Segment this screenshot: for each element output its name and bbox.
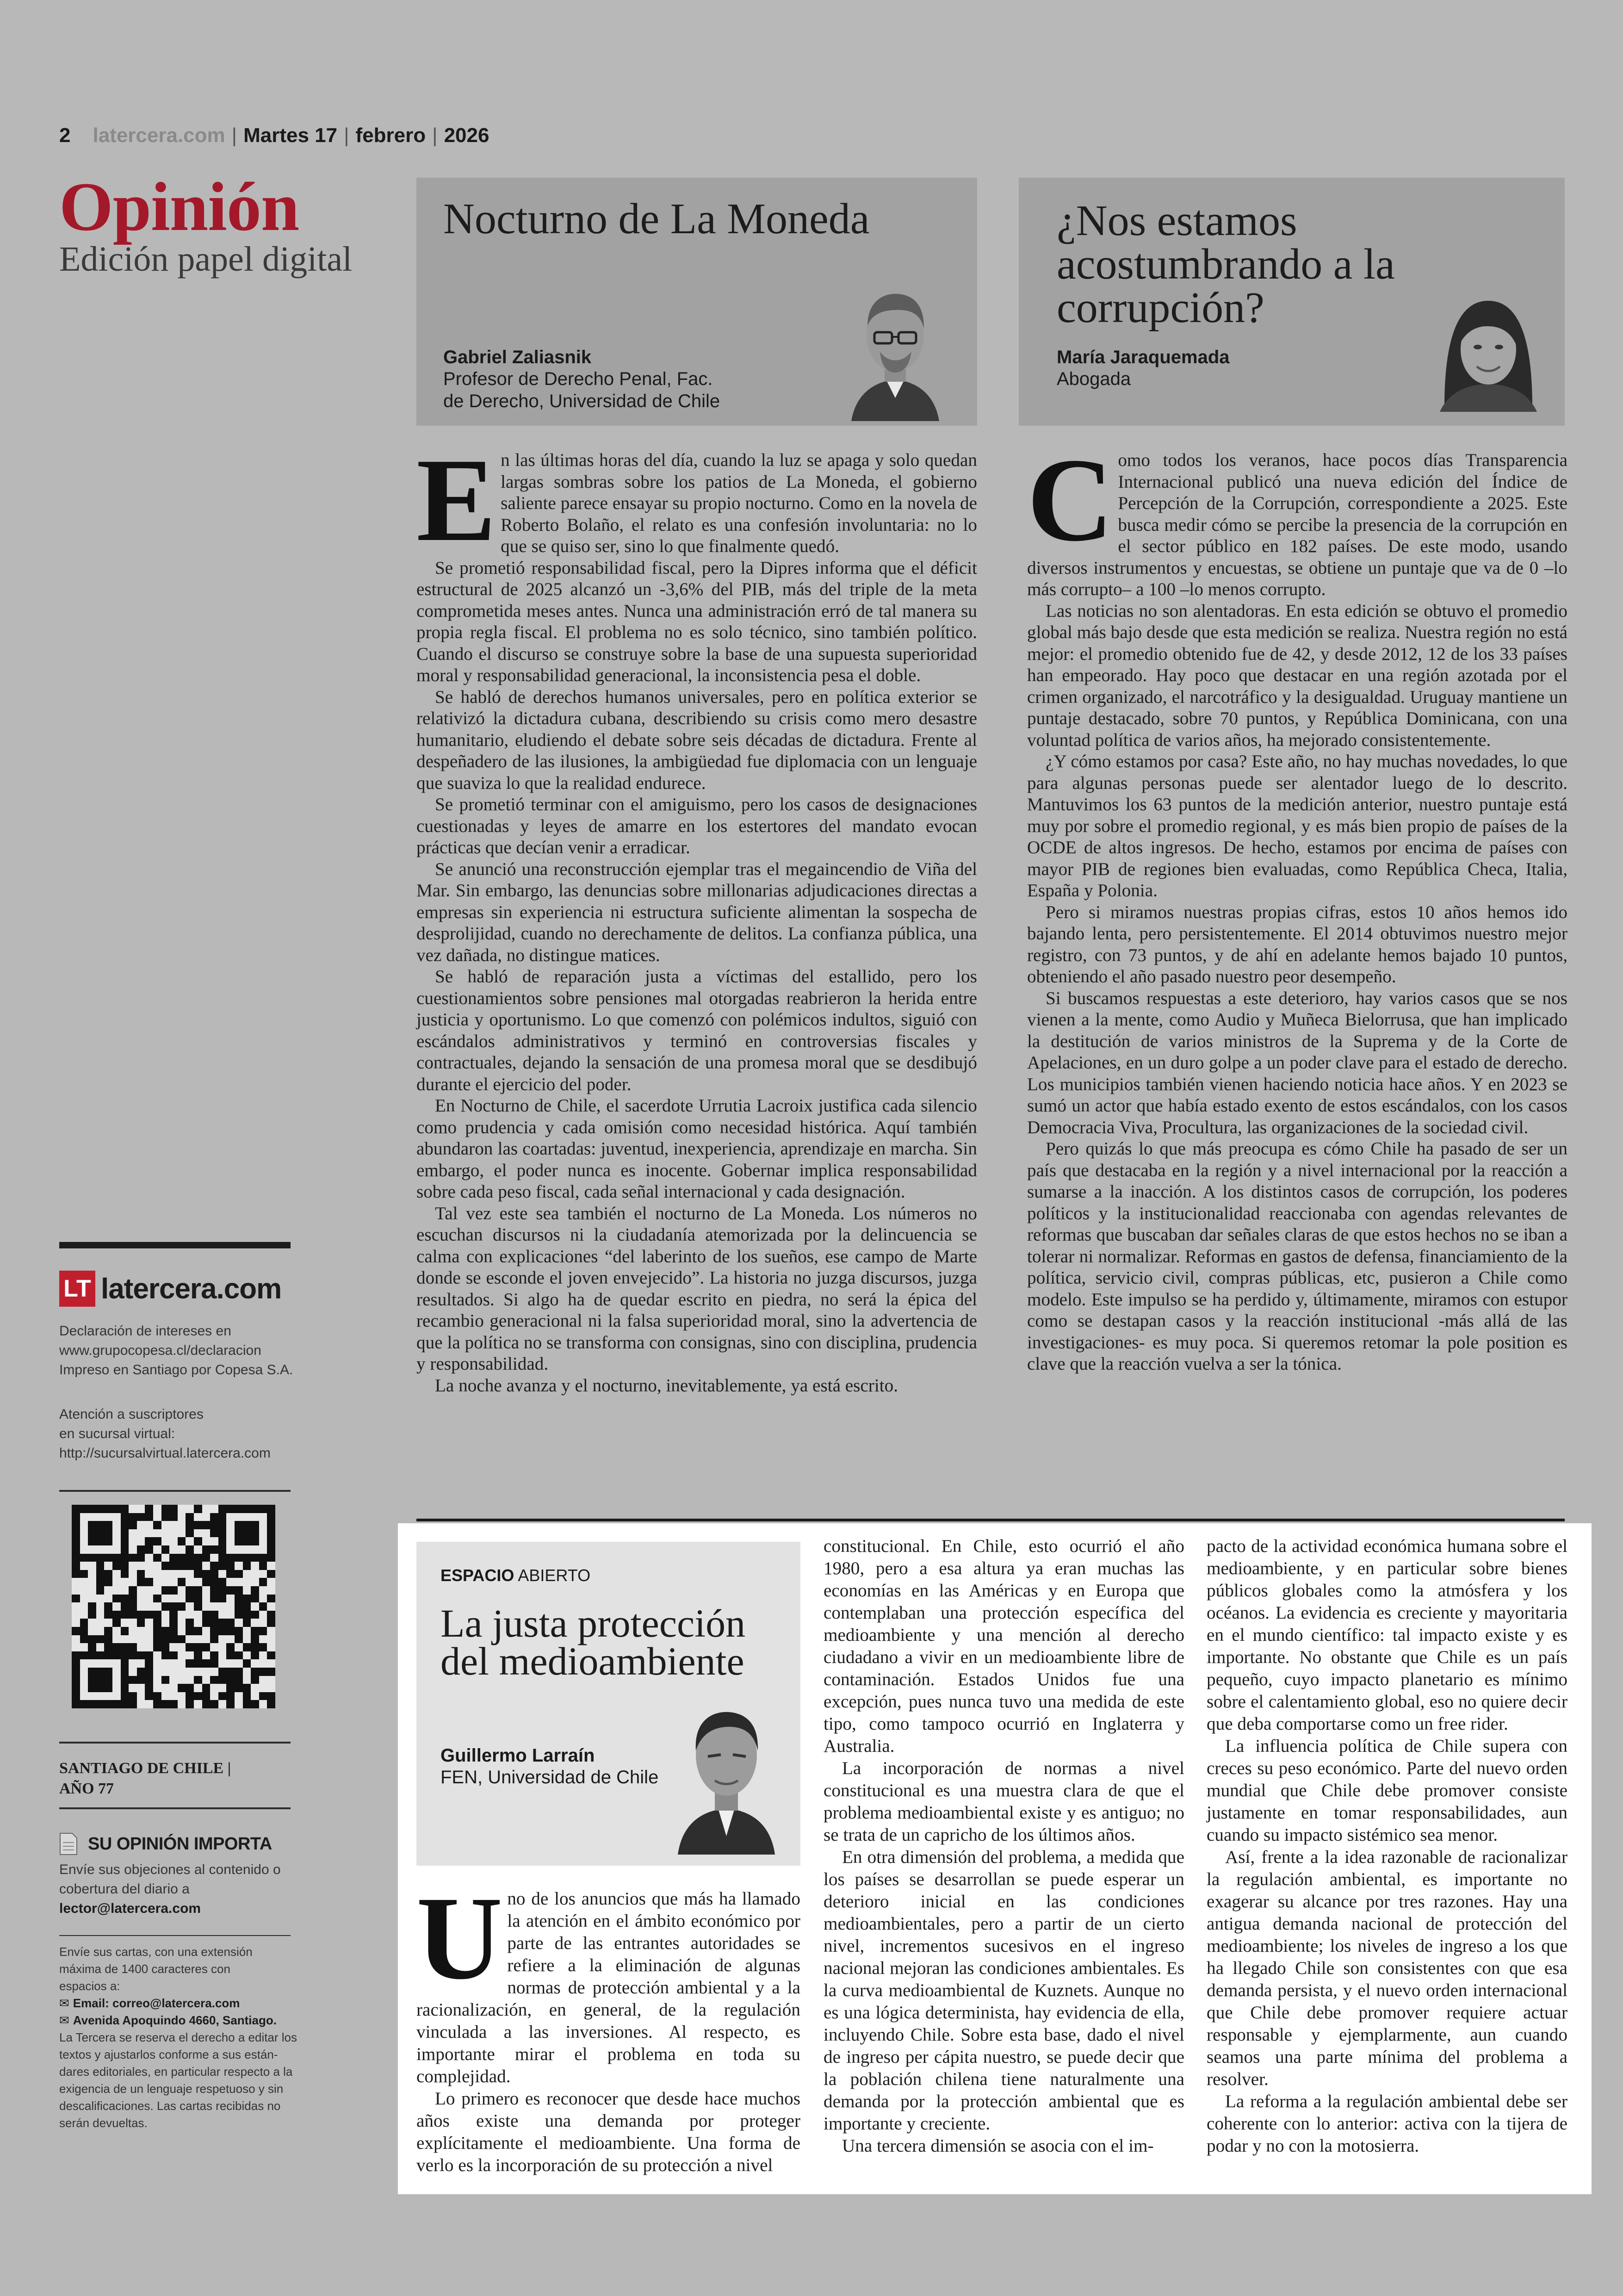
mailbox-icon: ✉ <box>59 2013 69 2027</box>
city-label: SANTIAGO DE CHILE | <box>59 1760 231 1777</box>
section-subtitle: Edición papel digital <box>59 240 353 279</box>
letters-block <box>59 1943 309 2132</box>
disclaimer-line: exigencia de un lenguaje respetuoso y sin <box>59 2082 284 2096</box>
article3-col2 <box>824 1535 1184 2157</box>
article3-author: Guillermo Larraín <box>440 1745 595 1766</box>
qr-grid <box>72 1505 275 1708</box>
article1-paragraph: Se habló de reparación justa a víctimas del estallido, pero los cuestionamientos sobre pensiones mal otorgadas reabrieron la herida entre justicia y oportunismo. Lo que comenzó con polémicos indultos, siguió con escándalos administrativos y terminó en controversias fiscales y contractuales, dejando la sensación de una promesa moral que se desdibujó durante el ejercicio del poder. <box>416 967 977 1094</box>
lt-logo-mark: LT <box>59 1271 95 1307</box>
sidebar-rule <box>59 1242 291 1248</box>
article1-paragraph: La noche avanza y el nocturno, inevitablemente, ya está escrito. <box>435 1375 898 1396</box>
article3-paragraph: Así, frente a la idea razonable de racionalizar la regulación ambiental, es importante no exagerar su alcance por tres razones. Hay una antigua demanda nacional de protección del medioambiente; los niveles de ingreso a los que ha llegado Chile son consistentes con que esa demanda persista, y el nuevo orden internacional que Chile debe promover requiere actuar responsable y ejemplarmente, aun cuando seamos una parte mínima del problema a resolver. <box>1207 1847 1567 2089</box>
article3-paragraph: pacto de la actividad económica humana sobre el medioambiente, y en particular sobre bienes públicos globales como la atmósfera y los océanos. La evidencia es creciente y mayoritaria en el mundo científico: tal impacto existe y es importante. No obstante que Chile es un país pequeño, cuyo impacto planetario es mínimo sobre el calentamiento global, eso no quiere decir que deba comportarse como un free rider. <box>1207 1536 1567 1734</box>
article3-header-card <box>416 1542 800 1866</box>
article2-paragraph: omo todos los veranos, hace pocos días Transparencia Internacional publicó una nueva edición del Índice de Percepción de la Corrupción, correspondiente a 2025. Este busca medir cómo se percibe la presencia de la corrupción en el sector público en 182 países. De este modo, usando diversos instrumentos y encuestas, se obtiene un puntaje que va de 0 –lo más corrupto– a 100 –lo menos corrupto. <box>1027 450 1567 599</box>
date-month: febrero <box>355 124 426 147</box>
sidebar-rule <box>59 1807 291 1809</box>
article1-body <box>416 434 977 1396</box>
article1-paragraph: Se anunció una reconstrucción ejemplar tras el megaincendio de Viña del Mar. Sin embargo, las denuncias sobre millonarias adjudicaciones directas a empresas sin experiencia ni estructura suficiente alimentan la sospecha de desprolijidad, cuando no derechamente de delitos. La confianza pública, una vez dañada, no distingue matices. <box>416 859 977 965</box>
email-line[interactable]: Email: correo@latercera.com <box>73 1996 240 2010</box>
article2-body <box>1027 434 1567 1375</box>
document-icon <box>59 1832 78 1855</box>
su-opinion-line: Envíe sus objeciones al contenido o <box>59 1862 281 1877</box>
subscriber-block <box>59 1405 318 1463</box>
article3-role: FEN, Universidad de Chile <box>440 1767 659 1787</box>
sidebar-rule <box>59 1490 291 1492</box>
year-label: AÑO 77 <box>59 1780 114 1797</box>
sidebar-rule <box>59 1935 291 1936</box>
article2-title-line: corrupción? <box>1057 284 1264 332</box>
article1-header-box <box>416 178 977 426</box>
letters-line: Envíe sus cartas, con una extensión <box>59 1945 253 1959</box>
sidebar-logo <box>59 1271 281 1307</box>
article1-author: Gabriel Zaliasnik <box>443 347 592 367</box>
subscriber-link[interactable]: http://sucursalvirtual.latercera.com <box>59 1446 271 1461</box>
article1-role-line: Profesor de Derecho Penal, Fac. <box>443 369 713 389</box>
article2-title-line: ¿Nos estamos <box>1057 197 1297 245</box>
author-photo-zaliasnik <box>847 282 944 421</box>
su-opinion-block <box>59 1832 318 1918</box>
separator: | <box>344 124 349 147</box>
article3-paragraph: La incorporación de normas a nivel constitucional es una muestra clara de que el problema medioambiental existe y es antiguo; no se trata de un capricho de los últimos años. <box>824 1758 1184 1845</box>
article2-paragraph: ¿Y cómo estamos por casa? Este año, no hay muchas novedades, lo que para algunas personas puede ser alentador luego de lo descrito. Mantuvimos los 63 puntos de la medición anterior, nuestro puntaje está muy por sobre el promedio regional, y es más bien propio de países de la OCDE de altos ingresos. De hecho, estamos por encima de países con mayor PIB de regiones bien evaluadas, como República Checa, Italia, España y Polonia. <box>1027 751 1567 900</box>
article1-paragraph: n las últimas horas del día, cuando la luz se apaga y solo quedan largas sombras sobre los patios de La Moneda, el gobierno saliente parece ensayar su propio nocturno. Como en la novela de Roberto Bolaño, el relato es una confesión involuntaria: no lo que se quiso ser, sino lo que finalmente quedó. <box>501 450 977 556</box>
site-name: latercera.com <box>93 124 225 147</box>
article2-author: María Jaraquemada <box>1057 347 1230 367</box>
article1-title: Nocturno de La Moneda <box>443 195 870 243</box>
separator: | <box>432 124 438 147</box>
qr-code[interactable] <box>72 1505 275 1708</box>
article2-title <box>1057 197 1395 332</box>
date-day: Martes 17 <box>243 124 338 147</box>
logo-text: latercera.com <box>101 1272 282 1305</box>
address-line: Avenida Apoquindo 4660, Santiago. <box>73 2013 277 2027</box>
su-opinion-email[interactable]: lector@latercera.com <box>59 1901 201 1916</box>
letters-line: máxima de 1400 caracteres con <box>59 1962 230 1976</box>
article1-paragraph: Se habló de derechos humanos universales, pero en política exterior se relativizó la dictadura cubana, describiendo su crisis como mero desastre humanitario, eludiendo el debate sobre seis décadas de dictadura. Frente al despeñadero de las ilusiones, la ambigüedad fue diplomacia con un lenguaje que suaviza lo que la realidad endurece. <box>416 687 977 793</box>
article2-paragraph: Las noticias no son alentadoras. En esta edición se obtuvo el promedio global más bajo desde que esta medición se realiza. Nuestra región no está mejor: el promedio obtenido fue de 42, y desde 2012, 12 de los 33 países han empeorado. Hay poco que destacar en una región azotada por el crimen organizado, el narcotráfico y la desigualdad. Uruguay mantiene un puntaje destacado, sobre 70 puntos, y República Dominicana, con una voluntad política de varios años, ha mejorado consistentemente. <box>1027 601 1567 750</box>
article3-dropcap: U <box>416 1872 503 2004</box>
separator: | <box>231 124 237 147</box>
article3-paragraph: En otra dimensión del problema, a medida que los países se desarrollan se puede esperar un deterioro inicial en las condiciones medioambientales, pero a partir de un cierto nivel, incrementos sucesivos en el ingreso nacional mejoran las condiciones ambientales. Es la curva medioambiental de Kuznets. Aunque no es una lógica determinista, hay evidencia de ella, incluyendo Chile. Sobre esta base, dado el nivel de ingreso per cápita nuestro, se puede decir que la población chilena tiene naturalmente una demanda por la protección ambiental que es importante y creciente. <box>824 1847 1184 2134</box>
article2-header-box <box>1019 178 1565 426</box>
subscriber-line: Atención a suscriptores <box>59 1407 204 1422</box>
article3-title <box>440 1601 746 1683</box>
kicker-rest: ABIERTO <box>518 1566 591 1585</box>
article3-paragraph: La reforma a la regulación ambiental debe ser coherente con lo anterior: activa con la tijera de podar y no con la motosierra. <box>1207 2091 1567 2156</box>
article1-dropcap: E <box>416 434 496 566</box>
author-photo-jaraquemada <box>1426 282 1551 412</box>
section-divider <box>416 1519 1565 1521</box>
article2-paragraph: Pero quizás lo que más preocupa es cómo Chile ha pasado de ser un país que destacaba en la región y a nivel internacional por la reacción a sumarse a la inacción. A los distintos casos de corrupción, los poderes políticos y la institucionalidad reaccionaba con agendas relevantes de reformas que buscaban dar señales claras de que estos hechos no se iban a tolerar ni normalizar. Reformas en gastos de defensa, financiamiento de la política, servicio civil, compras públicas, etc, pusieron a Chile como modelo. Este impulso se ha perdido y, últimamente, miramos con estupor como se destapan casos y la reacción institucional -más allá de las investigaciones- es muy poca. Si queremos retomar la pole position es clave que la reacción vuelva a ser la tónica. <box>1027 1139 1567 1374</box>
disclaimer-line: serán devueltas. <box>59 2116 148 2130</box>
article1-paragraph: Tal vez este sea también el nocturno de La Moneda. Los números no escuchan discursos ni la ciudadanía atemorizada por la delincuencia se calma con explicaciones “del laberinto de los sueños, ese campo de Marte donde se esconde el joven envejecido”. La historia no juzga discursos, juzga resultados. Si algo ha de quedar escrito en piedra, no será la épica del recambio generacional ni la falsa superioridad moral, sino la advertencia de que la política no se transforma con consignas, sino con disciplina, prudencia y responsabilidad. <box>416 1203 977 1374</box>
disclaimer-line: La Tercera se reserva el derecho a editar los <box>59 2030 297 2044</box>
city-block <box>59 1758 231 1799</box>
declaration-line: Impreso en Santiago por Copesa S.A. <box>59 1362 293 1378</box>
su-opinion-title: SU OPINIÓN IMPORTA <box>88 1834 272 1854</box>
article2-dropcap: C <box>1027 434 1114 566</box>
kicker-bold: ESPACIO <box>440 1566 514 1585</box>
article1-paragraph: Se prometió terminar con el amiguismo, pero los casos de designaciones cuestionadas y leyes de amarre en los estertores del mandato evocan prácticas que decían venir a erradicar. <box>416 794 977 857</box>
date-year: 2026 <box>444 124 489 147</box>
article2-paragraph: Pero si miramos nuestras propias cifras, estos 10 años hemos ido bajando lenta, pero persistentemente. El 2014 obtuvimos nuestro mejor registro, con 73 puntos, y de ahí en adelante hemos bajado 10 puntos, obteniendo el año pasado nuestro peor desempeño. <box>1027 902 1567 987</box>
page-folio <box>59 124 489 147</box>
disclaimer-line: descalificaciones. Las cartas recibidas no <box>59 2099 281 2113</box>
letters-line: espacios a: <box>59 1979 120 1993</box>
article3-paragraph: Lo primero es reconocer que desde hace muchos años existe una demanda por proteger explícitamente el medioambiente. Una forma de verlo es la incorporación de su protección a nivel <box>416 2089 800 2175</box>
article1-paragraph: Se prometió responsabilidad fiscal, pero la Dipres informa que el déficit estructural de 2025 alcanzó un -3,6% del PIB, más del triple de la meta comprometida meses antes. Nunca una administración erró de tal manera su propia regla fiscal. El problema no es solo técnico, sino también político. Cuando el discurso se construye sobre la base de una supuesta superioridad moral y responsabilidad generacional, la inconsistencia pesa el doble. <box>416 558 977 685</box>
article3-paragraph: Una tercera dimensión se asocia con el im- <box>842 2136 1154 2156</box>
article3-title-line: del medioambiente <box>440 1638 744 1683</box>
sidebar-rule <box>59 1742 291 1744</box>
author-photo-larrain <box>675 1697 777 1855</box>
article3-kicker <box>440 1566 590 1585</box>
declaration-line[interactable]: www.grupocopesa.cl/declaracion <box>59 1343 261 1358</box>
su-opinion-line: cobertura del diario a <box>59 1881 190 1897</box>
article3-title-line: La justa protección <box>440 1601 746 1645</box>
section-title: Opinión <box>59 168 299 245</box>
article3-paragraph: constitucional. En Chile, esto ocurrió el año 1980, pero a esa altura ya eran muchas las economías en las Américas y en Europa que contemplaban una protección específica del medioambiente y una mención al derecho ciudadano a vivir en un medioambiente libre de contaminación. Estados Unidos fue una excepción, pues nunca tuvo una medida de este tipo, como tampoco ocurrió en Inglaterra y Australia. <box>824 1536 1184 1756</box>
article2-paragraph: Si buscamos respuestas a este deterioro, hay varios casos que se nos vienen a la mente, como Audio y Muñeca Bielorrusa, que han implicado la destitución de varios ministros de la Suprema y de la Corte de Apelaciones, en un duro golpe a un poder clave para el estado de derecho. Los municipios también vienen haciendo noticia hace años. Y en 2023 se sumó un actor que había estado exento de estos escándalos, con los casos Democracia Viva, Procultura, las organizaciones de la sociedad civil. <box>1027 988 1567 1137</box>
article1-paragraph: En Nocturno de Chile, el sacerdote Urrutia Lacroix justifica cada silencio como prudencia y cada omisión como necesidad histórica. Aquí también abundaron las coartadas: juventud, inexperiencia, aprendizaje en marcha. Sin embargo, el poder nunca es inocente. Gobernar implica responsabilidad sobre cada peso fiscal, cada señal internacional y cada designación. <box>416 1096 977 1202</box>
article3-paragraph: no de los anuncios que más ha llamado la atención en el ámbito económico por parte de las entrantes autoridades se refiere a la eliminación de algunas normas de protección ambiental y a la racionalización, en general, de la regulación vinculada a las inversiones. Al respecto, es importante mirar el problema en toda su complejidad. <box>416 1889 800 2086</box>
declaration-line: Declaración de intereses en <box>59 1323 231 1339</box>
mail-icon: ✉ <box>59 1996 69 2010</box>
article3-col1 <box>416 1872 800 2177</box>
disclaimer-line: textos y ajustarlos conforme a sus están- <box>59 2048 278 2061</box>
page-number: 2 <box>59 124 71 147</box>
article1-role-line: de Derecho, Universidad de Chile <box>443 391 720 411</box>
disclaimer-line: dares editoriales, en particular respecto a la <box>59 2065 293 2079</box>
article2-role: Abogada <box>1057 369 1131 389</box>
subscriber-line: en sucursal virtual: <box>59 1426 175 1441</box>
article2-title-line: acostumbrando a la <box>1057 240 1395 288</box>
declaration-block <box>59 1322 318 1380</box>
article3-paragraph: La influencia política de Chile supera con creces su peso económico. Parte del nuevo orden mundial que Chile debe promover consiste justamente en tomar responsabilidades, aun cuando su impacto sistémico sea menor. <box>1207 1736 1567 1845</box>
article3-col3 <box>1207 1535 1567 2157</box>
